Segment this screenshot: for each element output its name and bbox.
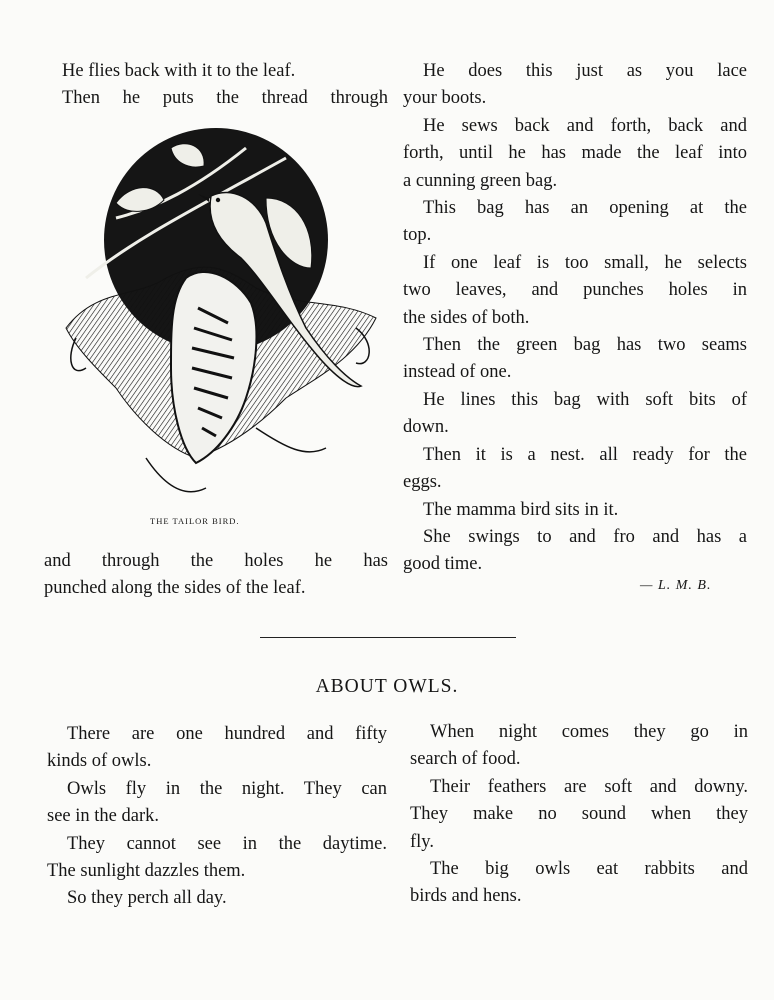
text-line: fly. [410,831,434,852]
text-line: two leaves, and punches holes in [403,280,747,301]
owls-left-column [47,721,387,913]
text-line: eggs. [403,472,442,493]
text-line: She swings to and fro and has a [423,526,747,547]
text-line: good time. [403,554,483,575]
text-line: kinds of owls. [47,751,152,772]
section-divider [260,637,516,638]
author-signature: — L. M. B. [640,578,712,593]
text-line: see in the dark. [47,806,159,827]
text-line: There are one hundred and fifty [67,724,387,744]
text-line: Then he puts the thread through [62,88,388,109]
text-line: When night comes they go in [430,722,748,742]
tailor-bird-left-column-top [44,58,388,113]
text-line: search of food. [410,749,521,770]
text-line: They cannot see in the daytime. [67,833,387,854]
text-line: The sunlight dazzles them. [47,861,246,882]
section-title: ABOUT OWLS. [315,676,459,697]
text-line: down. [403,417,449,438]
tailor-bird-illustration [56,128,386,508]
text-line: He sews back and forth, back and [423,115,747,136]
text-line: birds and hens. [410,886,522,907]
text-line: the sides of both. [403,307,530,328]
text-line: Then it is a nest. all ready for the [423,444,747,465]
text-line: Their feathers are soft and downy. [430,776,748,797]
text-line: The mamma bird sits in it. [423,499,619,520]
text-line: and through the holes he has [44,551,388,571]
text-line: He does this just as you lace [423,61,747,81]
text-line: forth, until he has made the leaf into [403,143,747,164]
text-line: The big owls eat rabbits and [430,859,748,880]
owls-right-column [410,719,748,911]
text-line: This bag has an opening at the [423,198,747,219]
tailor-bird-left-column-bottom [44,548,388,603]
figure-caption: THE TAILOR BIRD. [150,516,240,526]
text-line: So they perch all day. [67,888,227,909]
text-line: They make no sound when they [410,804,748,825]
tailor-bird-right-column [403,58,747,579]
text-line: top. [403,225,432,246]
text-line: Owls fly in the night. They can [67,778,387,799]
text-line: He lines this bag with soft bits of [423,389,747,410]
text-line: Then the green bag has two seams [423,335,747,356]
text-line: instead of one. [403,362,512,383]
text-line: He flies back with it to the leaf. [62,61,296,81]
text-line: punched along the sides of the leaf. [44,578,306,599]
text-line: a cunning green bag. [403,170,558,191]
text-line: your boots. [403,88,487,109]
text-line: If one leaf is too small, he selects [423,252,747,273]
